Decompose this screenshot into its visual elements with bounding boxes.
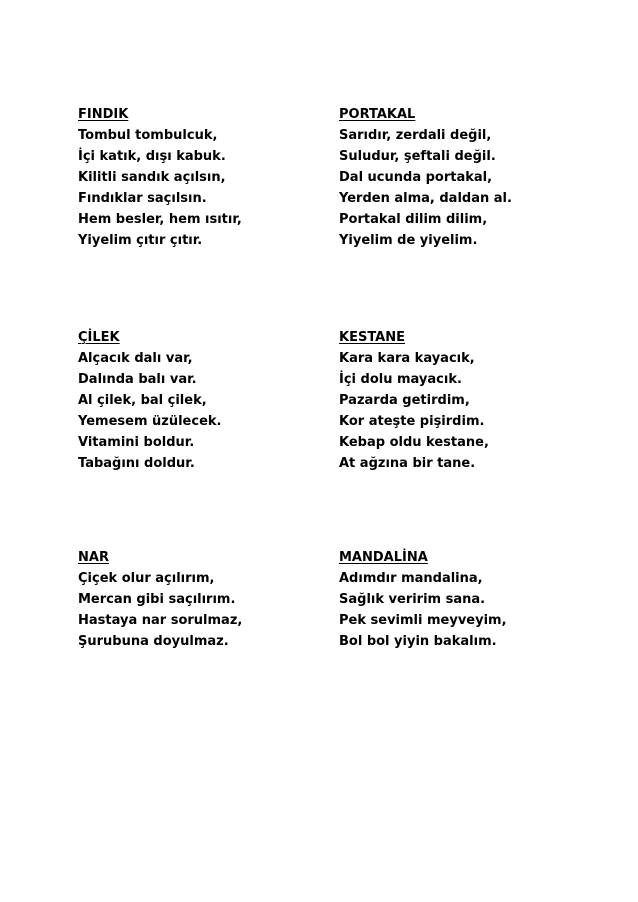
poem-line: İçi dolu mayacık. xyxy=(339,372,462,387)
poem-line: Kara kara kayacık, xyxy=(339,351,475,366)
poem-line: Çiçek olur açılırım, xyxy=(78,571,215,586)
poem-line: İçi katık, dışı kabuk. xyxy=(78,149,226,164)
poem-line: Dalında balı var. xyxy=(78,372,197,387)
poem-line: Yerden alma, daldan al. xyxy=(339,191,512,206)
poem-title: FINDIK xyxy=(78,107,129,122)
poem-line: Yiyelim çıtır çıtır. xyxy=(78,233,203,248)
poem-line: Pazarda getirdim, xyxy=(339,393,470,408)
poem-line: Sarıdır, zerdali değil, xyxy=(339,128,492,143)
poem-title: MANDALİNA xyxy=(339,550,428,565)
poem-title: PORTAKAL xyxy=(339,107,416,122)
poem-line: Adımdır mandalina, xyxy=(339,571,483,586)
poem-line: Hem besler, hem ısıtır, xyxy=(78,212,242,227)
poem-line: Fındıklar saçılsın. xyxy=(78,191,207,206)
poem-nar xyxy=(78,547,338,652)
poem-portakal xyxy=(339,104,599,251)
poem-cilek xyxy=(78,327,338,474)
poem-line: Mercan gibi saçılırım. xyxy=(78,592,236,607)
poem-line: Yemesem üzülecek. xyxy=(78,414,222,429)
poem-findik xyxy=(78,104,338,251)
poem-mandalina xyxy=(339,547,599,652)
poem-line: At ağzına bir tane. xyxy=(339,456,476,471)
poem-kestane xyxy=(339,327,599,474)
poem-line: Pek sevimli meyveyim, xyxy=(339,613,507,628)
poem-line: Kebap oldu kestane, xyxy=(339,435,489,450)
poem-line: Kor ateşte pişirdim. xyxy=(339,414,485,429)
poem-line: Bol bol yiyin bakalım. xyxy=(339,634,497,649)
poem-line: Alçacık dalı var, xyxy=(78,351,193,366)
poem-title: ÇİLEK xyxy=(78,330,120,345)
poem-line: Dal ucunda portakal, xyxy=(339,170,493,185)
poem-line: Hastaya nar sorulmaz, xyxy=(78,613,243,628)
poem-line: Tabağını doldur. xyxy=(78,456,195,471)
poem-line: Suludur, şeftali değil. xyxy=(339,149,496,164)
poem-line: Sağlık veririm sana. xyxy=(339,592,486,607)
poem-line: Al çilek, bal çilek, xyxy=(78,393,207,408)
poem-line: Portakal dilim dilim, xyxy=(339,212,488,227)
poem-line: Kilitli sandık açılsın, xyxy=(78,170,226,185)
poem-line: Vitamini boldur. xyxy=(78,435,195,450)
poem-title: KESTANE xyxy=(339,330,405,345)
poem-title: NAR xyxy=(78,550,109,565)
poem-line: Yiyelim de yiyelim. xyxy=(339,233,478,248)
poem-line: Şurubuna doyulmaz. xyxy=(78,634,229,649)
poem-line: Tombul tombulcuk, xyxy=(78,128,218,143)
